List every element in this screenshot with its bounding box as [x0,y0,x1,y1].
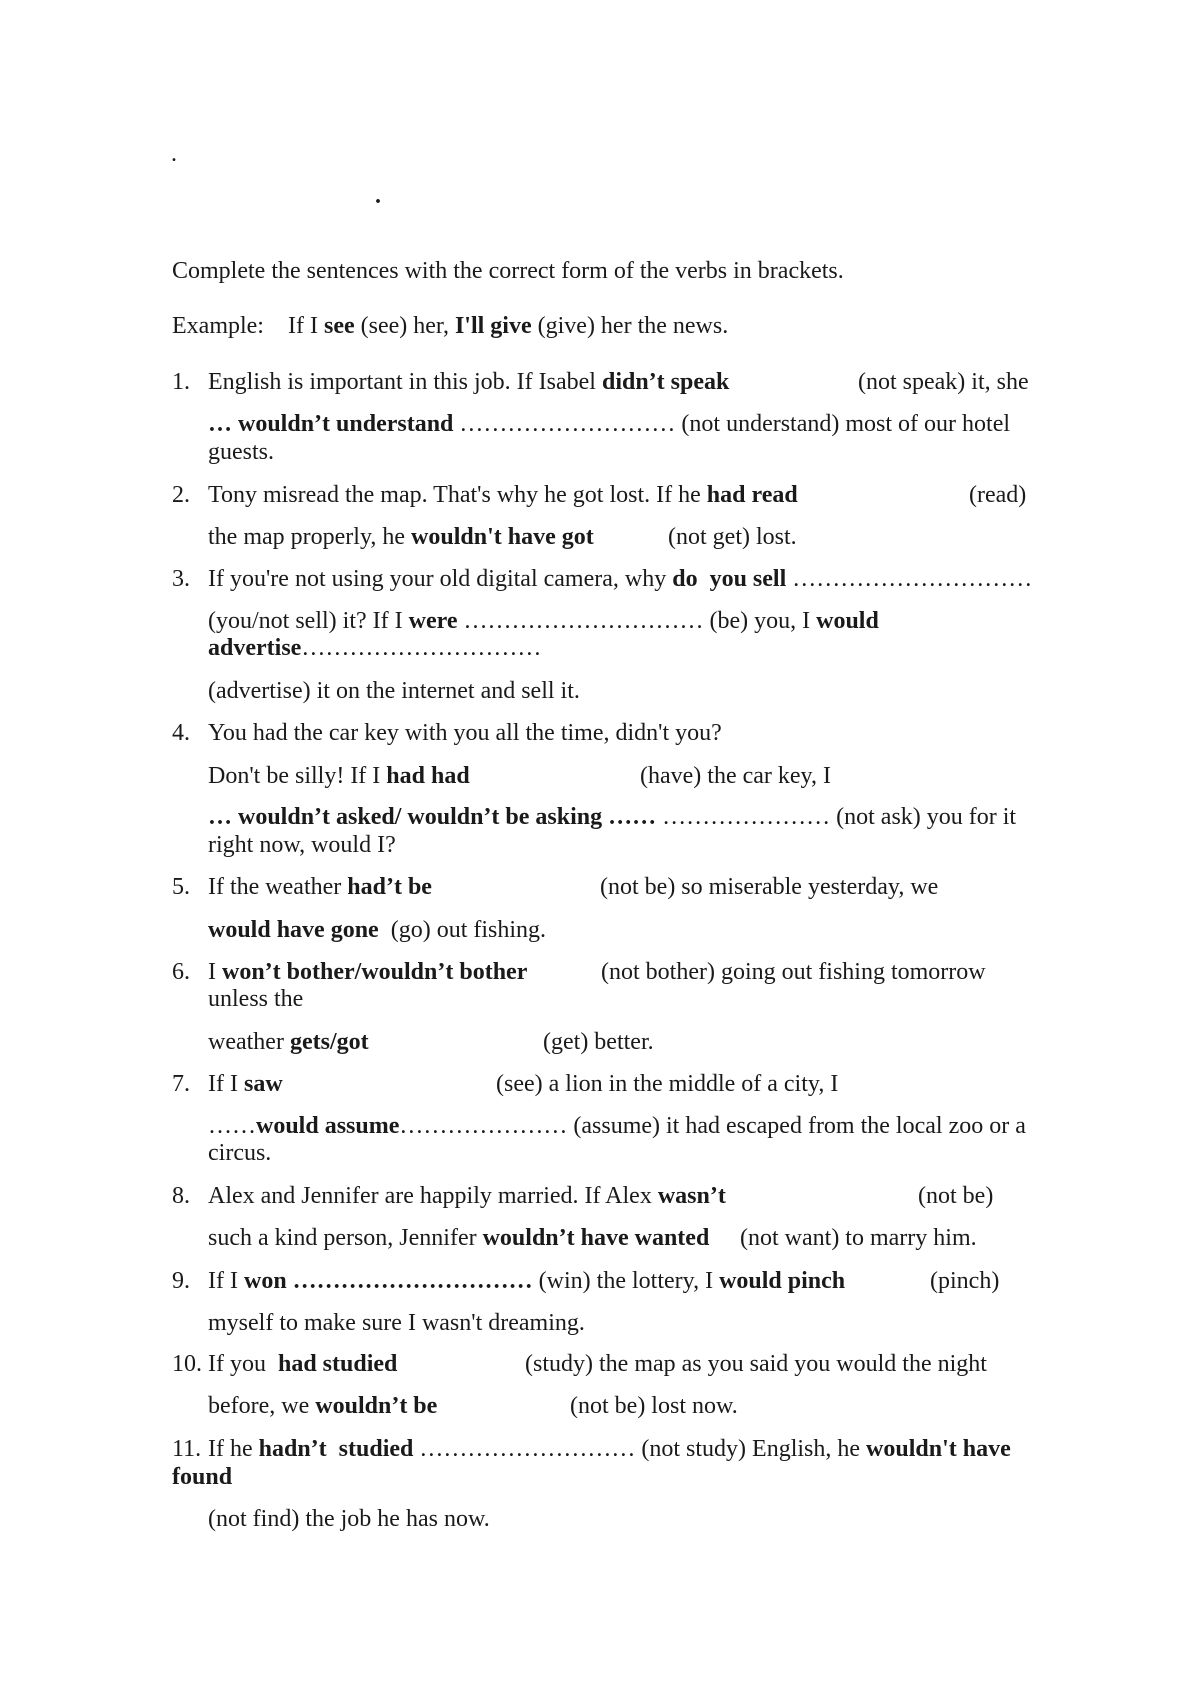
item-4-text: Don't be silly! If I [208,763,387,789]
item-3-answer: would [816,608,879,634]
item-7-text: ………………… (assume) it had escaped from the local zoo or a [399,1113,1026,1139]
item-4-answer: had had [386,763,470,789]
item-3-dots: ………………………… [786,566,1033,592]
item-8-number: 8. [172,1183,190,1209]
item-2-answer: had read [706,482,798,508]
item-2-text: the map properly, he [208,524,412,550]
item-8-line-2 [208,1225,709,1252]
item-3-text: ………………………… (be) you, I [457,608,817,634]
item-8-text: Alex and Jennifer are happily married. If Alex [208,1183,658,1209]
item-4-line-1: You had the car key with you all the time, didn't you? [208,720,722,746]
item-6-verb-prompt: (not bother) going out fishing tomorrow [601,959,986,985]
item-10-text: If you [208,1351,278,1377]
item-11-answer: hadn’t studied [258,1436,414,1462]
example-sentence [288,313,728,340]
item-9-answer: won ………………………… [243,1268,533,1294]
item-6-answer: won’t bother/wouldn’t bother [222,959,528,985]
item-4-text: ………………… (not ask) you for it [656,804,1017,830]
item-6-line-2: unless the [208,986,304,1012]
example-answer: I'll give [454,313,532,339]
item-6-line-3 [208,1029,369,1056]
item-8-answer: wouldn’t have wanted [482,1225,710,1251]
item-7-answer: would assume [256,1113,400,1139]
item-1-answer: … wouldn’t understand [208,411,454,437]
example-text: (give) her the news. [531,313,729,339]
example-label: Example: [172,313,264,339]
item-6-answer: gets/got [289,1029,369,1055]
item-2-line-1 [208,482,798,509]
example-text: If I [288,313,324,339]
item-5-line-2 [208,917,546,944]
item-4-answer: … wouldn’t asked/ wouldn’t be asking …… [208,804,657,830]
item-1-line-1 [208,369,729,396]
item-11-line-2 [172,1464,232,1491]
item-10-verb-prompt: (study) the map as you said you would the night [525,1351,987,1377]
item-9-text: (win) the lottery, I [532,1268,720,1294]
item-11-text: ……………………… (not study) English, he [413,1436,867,1462]
item-7-line-3: circus. [208,1140,272,1166]
item-7-text: If I [208,1071,244,1097]
item-11-line-1 [208,1436,1011,1463]
item-3-text: (you/not sell) it? If I [208,608,409,634]
item-9-line-1 [208,1268,845,1295]
item-3-line-2 [208,608,879,635]
example-answer: see [323,313,355,339]
stray-dot-2: . [375,183,381,209]
item-10-number: 10. [172,1351,202,1377]
item-1-line-2 [208,411,1010,438]
item-3-line-1 [208,566,1032,593]
item-3-answer: were [408,608,458,634]
item-3-line-4: (advertise) it on the internet and sell it. [208,678,580,704]
item-1-line-3: guests. [208,439,274,465]
item-8-text: such a kind person, Jennifer [208,1225,483,1251]
item-7-line-2 [208,1113,1026,1140]
item-5-text: If the weather [208,874,348,900]
item-1-verb-prompt: (not speak) it, she [858,369,1029,395]
item-11-line-3: (not find) the job he has now. [208,1506,490,1532]
item-4-verb-prompt: (have) the car key, I [640,763,831,789]
item-1-text: ……………………… (not understand) most of our hotel [453,411,1011,437]
item-2-verb-prompt: (not get) lost. [668,524,797,550]
item-10-text: before, we [208,1393,316,1419]
item-2-text: Tony misread the map. That's why he got lost. If he [208,482,707,508]
item-5-number: 5. [172,874,190,900]
item-8-verb-prompt: (not be) [918,1183,994,1209]
item-9-verb-prompt: (pinch) [930,1268,1000,1294]
item-11-text: If he [208,1436,259,1462]
item-9-line-2: myself to make sure I wasn't dreaming. [208,1310,585,1336]
item-10-line-1 [208,1351,397,1378]
item-11-number: 11. [172,1436,202,1462]
item-3-answer: do you sell [672,566,787,592]
item-10-answer: wouldn’t be [315,1393,438,1419]
item-2-line-2 [208,524,594,551]
item-2-number: 2. [172,482,190,508]
item-8-line-1 [208,1183,726,1210]
item-11-answer: found [172,1464,233,1490]
item-7-verb-prompt: (see) a lion in the middle of a city, I [496,1071,839,1097]
item-2-answer: wouldn't have got [411,524,594,550]
item-5-verb-prompt: (not be) so miserable yesterday, we [600,874,939,900]
item-6-text: I [208,959,222,985]
item-9-answer: would pinch [719,1268,846,1294]
item-3-answer: advertise [208,635,302,661]
item-3-text: If you're not using your old digital camera, why [208,566,673,592]
item-4-line-3 [208,804,1016,831]
item-4-line-4: right now, would I? [208,832,396,858]
item-7-number: 7. [172,1071,190,1097]
stray-dot-1: . [171,141,177,167]
item-6-text: weather [208,1029,290,1055]
item-11-answer: wouldn't have [866,1436,1011,1462]
item-8-answer: wasn’t [657,1183,726,1209]
item-4-line-2 [208,763,470,790]
item-6-line-1 [208,959,527,986]
item-10-answer: had studied [277,1351,398,1377]
item-10-verb-prompt: (not be) lost now. [570,1393,738,1419]
item-3-line-3 [208,635,541,662]
item-3-dots: ………………………… [301,635,542,661]
item-5-answer: would have gone [208,917,379,943]
item-7-dots: …… [208,1113,256,1139]
item-5-text: (go) out fishing. [378,917,547,943]
item-1-number: 1. [172,369,190,395]
item-1-answer: didn’t speak [601,369,730,395]
item-6-verb-prompt: (get) better. [543,1029,654,1055]
item-8-verb-prompt: (not want) to marry him. [740,1225,977,1251]
item-5-line-1 [208,874,432,901]
item-3-number: 3. [172,566,190,592]
item-7-answer: saw [243,1071,283,1097]
instruction-text: Complete the sentences with the correct form of the verbs in brackets. [172,258,844,284]
item-1-text: English is important in this job. If Isabel [208,369,602,395]
item-6-number: 6. [172,959,190,985]
item-7-line-1 [208,1071,283,1098]
item-2-verb-prompt: (read) [969,482,1027,508]
item-4-number: 4. [172,720,190,746]
item-10-line-2 [208,1393,437,1420]
example-text: (see) her, [354,313,455,339]
item-9-text: If I [208,1268,244,1294]
item-5-answer: had’t be [347,874,432,900]
item-9-number: 9. [172,1268,190,1294]
